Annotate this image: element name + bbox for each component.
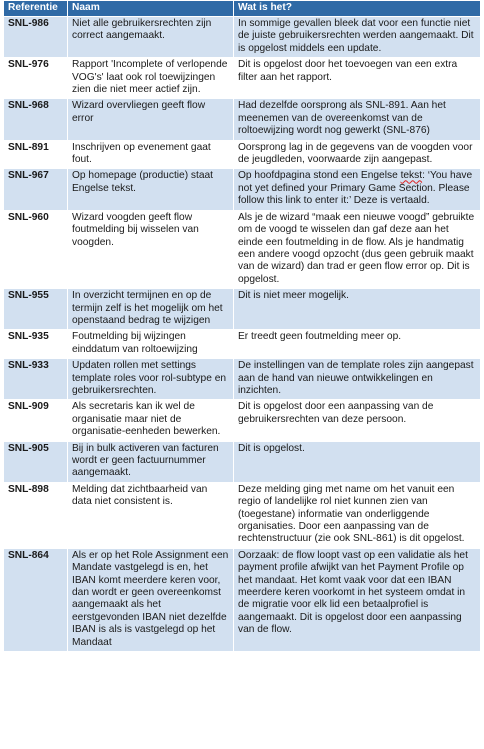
- table-row: [4, 400, 481, 441]
- cell-naam: Rapport 'Incomplete of verlopende VOG's' laat ook rol toewijzingen zien die niet meer actief zijn.: [68, 58, 234, 99]
- table-header-row: [4, 1, 481, 17]
- cell-referentie: SNL-935: [4, 330, 68, 359]
- cell-referentie: SNL-968: [4, 99, 68, 140]
- cell-naam: Wizard voogden geeft flow foutmelding bij wisselen van voogden.: [68, 210, 234, 288]
- cell-wat-is-het: Oorzaak: de flow loopt vast op een validatie als het payment profile afwijkt van het Payment Profile op het mandaat. Het komt vaak voor dat een IBAN meerdere keren voorkomt in het systeem omdat in de migratie voor elk lid een betaalprofiel is aangemaakt. Dit is opgelost door een aanpassing van de flow.: [234, 548, 481, 651]
- table-row: [4, 289, 481, 330]
- cell-wat-is-het: Dit is opgelost.: [234, 441, 481, 482]
- cell-wat-is-het: In sommige gevallen bleek dat voor een functie niet de juiste gebruikersrechten werden aangemaakt. Dit is opgelost middels een update.: [234, 17, 481, 58]
- cell-referentie: SNL-898: [4, 482, 68, 548]
- cell-naam: Niet alle gebruikersrechten zijn correct aangemaakt.: [68, 17, 234, 58]
- header-wat-is-het: Wat is het?: [234, 1, 481, 17]
- table-row: [4, 99, 481, 140]
- cell-referentie: SNL-955: [4, 289, 68, 330]
- cell-referentie: SNL-905: [4, 441, 68, 482]
- cell-referentie: SNL-986: [4, 17, 68, 58]
- cell-referentie: SNL-967: [4, 169, 68, 210]
- table-row: [4, 210, 481, 288]
- cell-text-part: : ‘You have not yet defined your Primary Game Section. Please follow this link to enter it:’ Deze is vertaald.: [238, 170, 473, 207]
- cell-wat-is-het: Als je de wizard “maak een nieuwe voogd” gebruikte om de voogd te wisselen dan gaf deze aan het einde een foutmelding in de flow. Als je handmatig een andere voogd opzocht (dus geen gebruik maakt van de wizard) dan trad er geen flow error op. Dit is opgelost.: [234, 210, 481, 288]
- cell-wat-is-het: Dit is niet meer mogelijk.: [234, 289, 481, 330]
- header-naam: Naam: [68, 1, 234, 17]
- cell-naam: Inschrijven op evenement gaat fout.: [68, 140, 234, 169]
- release-notes-table: [3, 0, 481, 652]
- cell-naam: Op homepage (productie) staat Engelse tekst.: [68, 169, 234, 210]
- cell-naam: Als secretaris kan ik wel de organisatie maar niet de organisatie-eenheden bewerken.: [68, 400, 234, 441]
- cell-wat-is-het: Had dezelfde oorsprong als SNL-891. Aan het meenemen van de overeenkomst van de roltoewijzing wordt nog gewerkt (SNL-876): [234, 99, 481, 140]
- cell-wat-is-het: Dit is opgelost door een aanpassing van de gebruikersrechten van deze persoon.: [234, 400, 481, 441]
- cell-wat-is-het: De instellingen van de template roles zijn aangepast aan de hand van nieuwe ontwikkelingen en inzichten.: [234, 359, 481, 400]
- cell-referentie: SNL-864: [4, 548, 68, 651]
- cell-naam: Wizard overvliegen geeft flow error: [68, 99, 234, 140]
- cell-naam: Als er op het Role Assignment een Mandate vastgelegd is en, het IBAN komt meerdere keren voor, dan wordt er geen overeenkomst aangemaakt als het eerstgevonden IBAN niet dezelfde IBAN is als is vastgelegd op het Mandaat: [68, 548, 234, 651]
- cell-naam: Foutmelding bij wijzingen einddatum van roltoewijzing: [68, 330, 234, 359]
- cell-referentie: SNL-933: [4, 359, 68, 400]
- table-row: [4, 359, 481, 400]
- cell-referentie: SNL-960: [4, 210, 68, 288]
- table-row: [4, 17, 481, 58]
- cell-text-part: Op hoofdpagina stond een Engelse: [238, 170, 401, 182]
- cell-wat-is-het: Deze melding ging met name om het vanuit een regio of landelijke rol niet kunnen zien van (toegestane) informatie van onderliggende organisaties. Door een aanpassing van de rechtenstructuur (zie ook SNL-861) is dit opgelost.: [234, 482, 481, 548]
- cell-naam: Updaten rollen met settings template roles voor rol-subtype en gebruikersrechten.: [68, 359, 234, 400]
- table-row: [4, 140, 481, 169]
- table-row: [4, 330, 481, 359]
- table-row: [4, 58, 481, 99]
- cell-naam: In overzicht termijnen en op de termijn zelf is het mogelijk om het openstaand bedrag te wijzigen: [68, 289, 234, 330]
- table-row: [4, 441, 481, 482]
- cell-wat-is-het: Er treedt geen foutmelding meer op.: [234, 330, 481, 359]
- cell-referentie: SNL-909: [4, 400, 68, 441]
- spellcheck-marked-word: tekst: [400, 170, 423, 182]
- cell-wat-is-het: [234, 169, 481, 210]
- table-row: [4, 169, 481, 210]
- table-row: [4, 482, 481, 548]
- table-row: [4, 548, 481, 651]
- cell-naam: Melding dat zichtbaarheid van data niet consistent is.: [68, 482, 234, 548]
- header-referentie: Referentie: [4, 1, 68, 17]
- cell-referentie: SNL-976: [4, 58, 68, 99]
- cell-naam: Bij in bulk activeren van facturen wordt er geen factuurnummer aangemaakt.: [68, 441, 234, 482]
- cell-wat-is-het: Dit is opgelost door het toevoegen van een extra filter aan het rapport.: [234, 58, 481, 99]
- cell-wat-is-het: Oorsprong lag in de gegevens van de voogden voor de jeugdleden, voorwaarde zijn aangepast.: [234, 140, 481, 169]
- cell-referentie: SNL-891: [4, 140, 68, 169]
